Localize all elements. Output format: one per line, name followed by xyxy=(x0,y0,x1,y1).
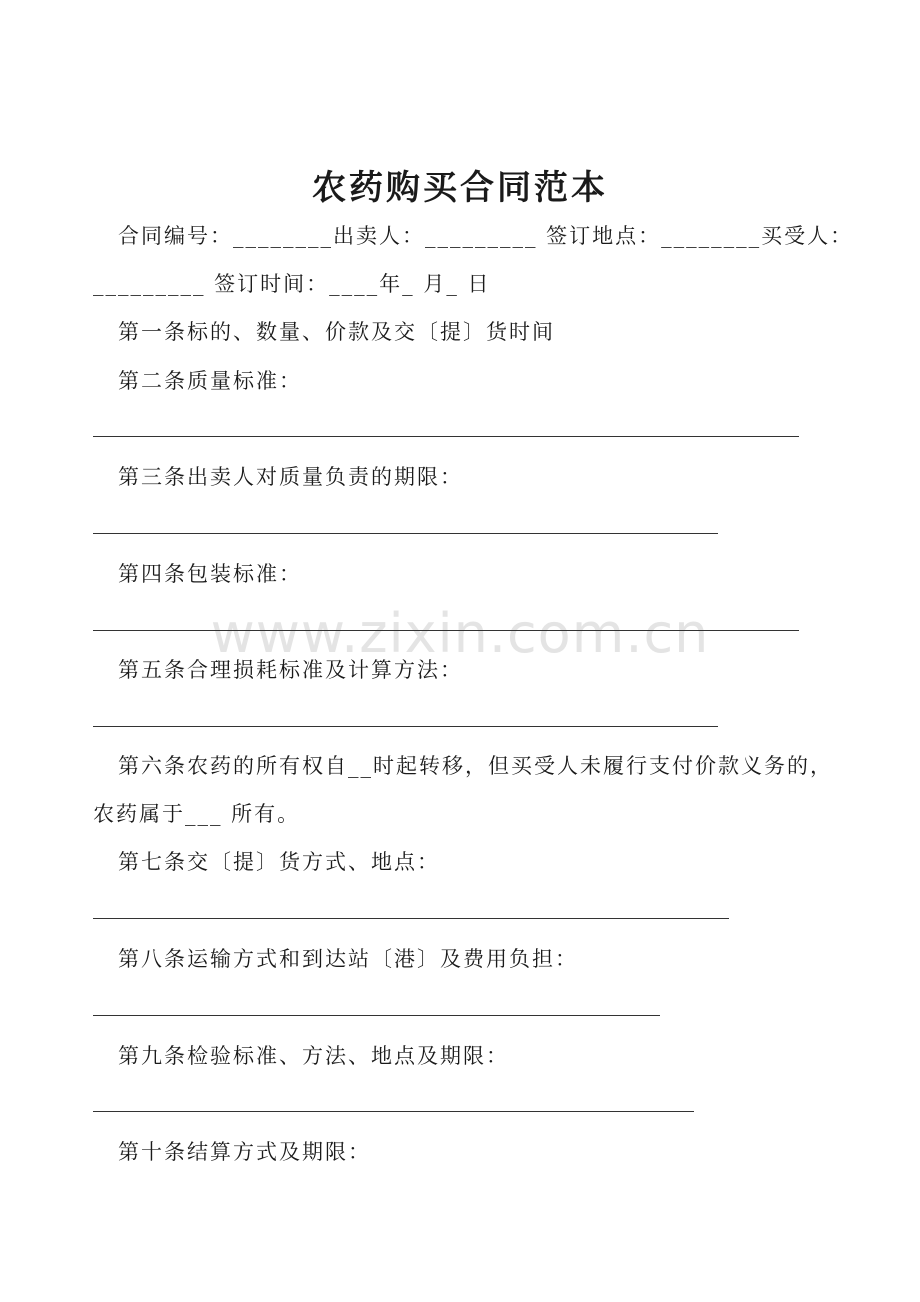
document-title: 农药购买合同范本 xyxy=(312,168,608,208)
fill-line-clause-5 xyxy=(93,726,718,727)
clause-7: 第七条交〔提〕货方式、地点： xyxy=(118,850,440,874)
clause-6-line-1: 第六条农药的所有权自__时起转移，但买受人未履行支付价款义务的， xyxy=(118,754,833,778)
clause-3: 第三条出卖人对质量负责的期限： xyxy=(118,465,463,489)
clause-4: 第四条包装标准： xyxy=(118,562,302,586)
fill-line-clause-3 xyxy=(93,533,718,534)
fill-line-clause-7 xyxy=(93,918,729,919)
header-line-2: _________ 签订时间：____年_ 月_ 日 xyxy=(93,272,491,296)
clause-10: 第十条结算方式及期限： xyxy=(118,1140,371,1164)
fill-line-clause-9 xyxy=(93,1111,694,1112)
clause-5: 第五条合理损耗标准及计算方法： xyxy=(118,658,463,682)
header-line-1: 合同编号：________出卖人：_________ 签订地点：________买受人： xyxy=(118,224,854,248)
clause-1: 第一条标的、数量、价款及交〔提〕货时间 xyxy=(118,320,555,344)
clause-8: 第八条运输方式和到达站〔港〕及费用负担： xyxy=(118,947,578,971)
fill-line-clause-2 xyxy=(93,436,799,437)
watermark: www.zixin.com.cn xyxy=(210,602,710,665)
clause-2: 第二条质量标准： xyxy=(118,369,302,393)
clause-6-line-2: 农药属于___ 所有。 xyxy=(93,802,301,826)
fill-line-clause-4 xyxy=(93,630,799,631)
fill-line-clause-8 xyxy=(93,1015,660,1016)
clause-9: 第九条检验标准、方法、地点及期限： xyxy=(118,1044,509,1068)
